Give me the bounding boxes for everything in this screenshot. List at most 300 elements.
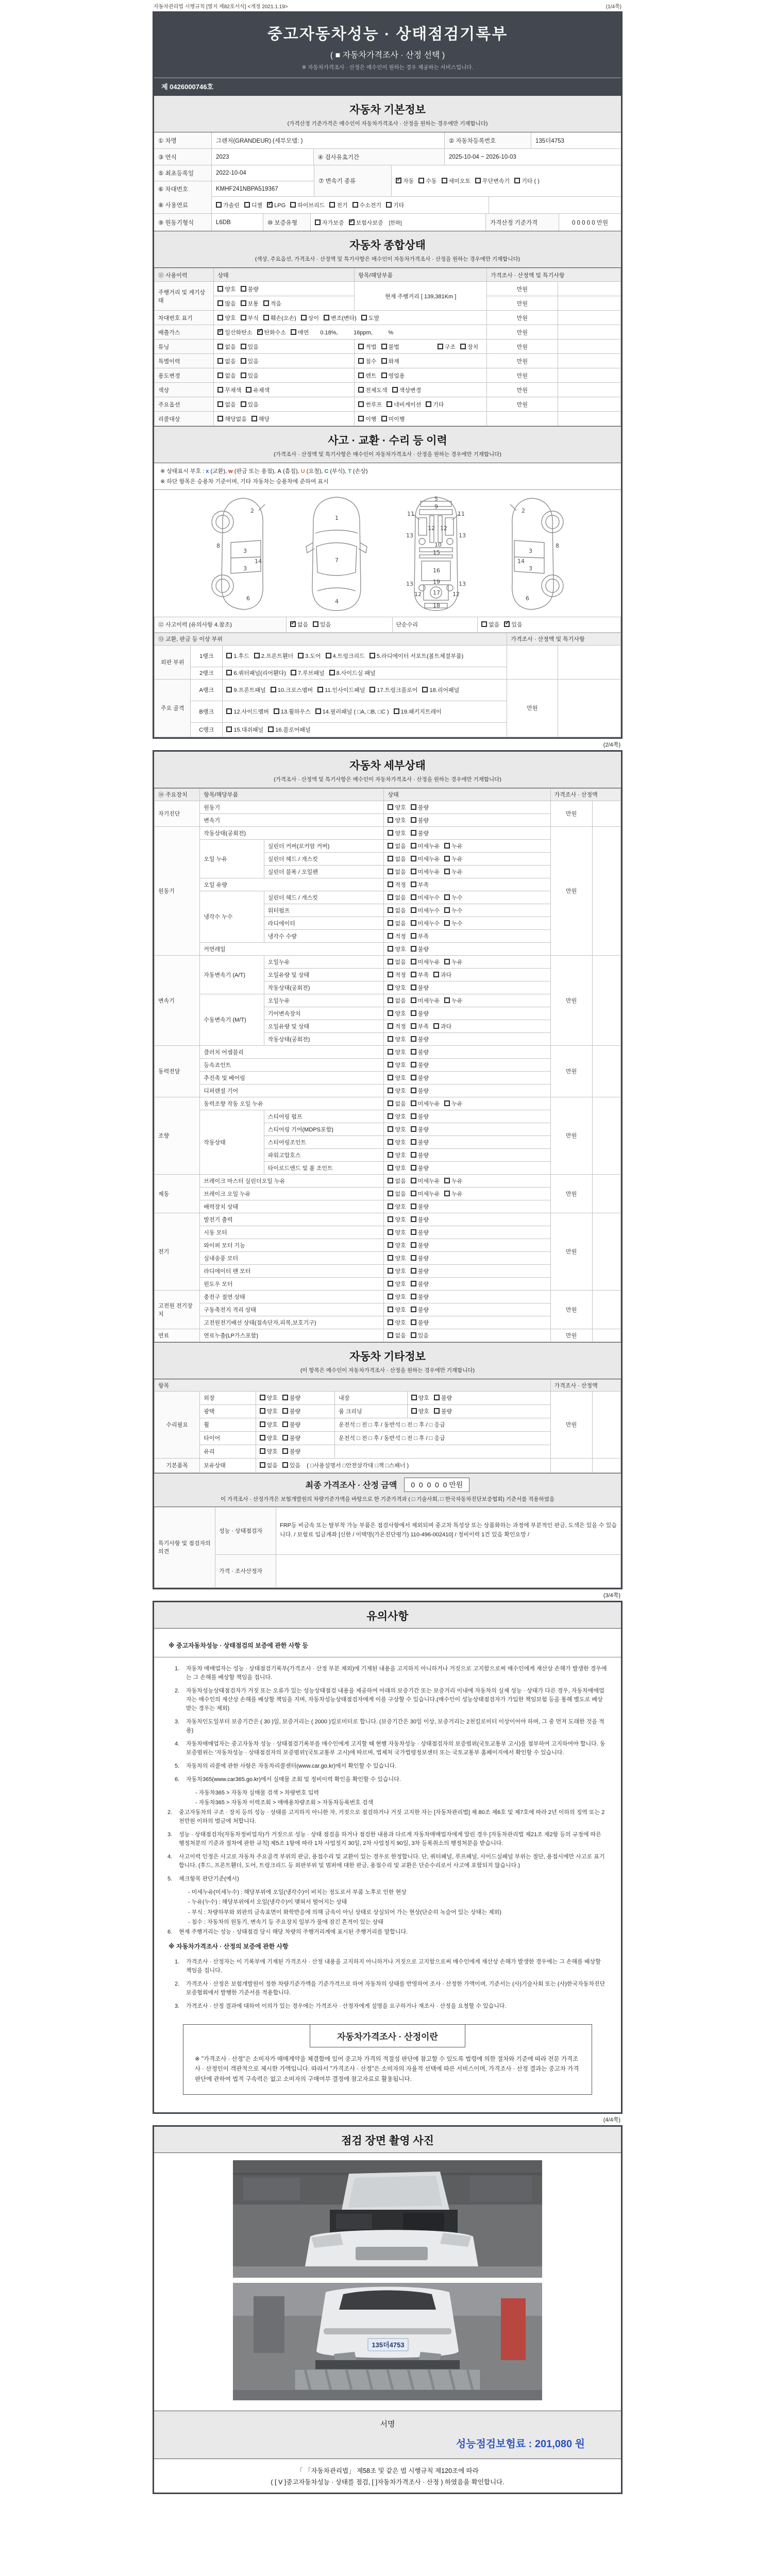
checkbox[interactable] [388, 997, 393, 1003]
checkbox-option[interactable] [386, 201, 404, 209]
checkbox[interactable] [241, 401, 246, 407]
checkbox[interactable] [217, 416, 223, 421]
checkbox[interactable] [411, 1281, 416, 1286]
checkbox-option[interactable] [444, 893, 462, 902]
checkbox[interactable] [282, 1408, 288, 1414]
checkbox-option[interactable] [411, 958, 440, 966]
checkbox[interactable] [388, 1126, 393, 1132]
checkbox-option[interactable] [358, 343, 376, 351]
checkbox[interactable] [411, 1126, 416, 1132]
checkbox[interactable] [411, 972, 416, 977]
checkbox[interactable] [444, 907, 450, 913]
checkbox[interactable] [241, 315, 246, 320]
checkbox[interactable] [444, 856, 450, 861]
checkbox-option[interactable] [358, 400, 382, 409]
checkbox-option[interactable] [411, 1318, 429, 1327]
checkbox[interactable] [241, 372, 246, 378]
checkbox[interactable] [388, 1319, 393, 1325]
checkbox-option[interactable] [271, 686, 313, 694]
checkbox-option[interactable] [226, 652, 249, 660]
checkbox[interactable] [290, 621, 296, 627]
checkbox[interactable] [411, 1113, 416, 1119]
checkbox-option[interactable] [381, 357, 399, 365]
checkbox[interactable] [282, 1395, 288, 1400]
checkbox[interactable] [388, 1294, 393, 1299]
checkbox[interactable] [282, 1421, 288, 1427]
checkbox-option[interactable] [315, 218, 344, 227]
checkbox-option[interactable] [388, 1138, 406, 1146]
checkbox-option[interactable] [411, 1280, 429, 1288]
checkbox-option[interactable] [358, 386, 388, 394]
checkbox-option[interactable] [422, 686, 459, 694]
checkbox-option[interactable] [514, 177, 540, 185]
checkbox-option[interactable] [263, 299, 281, 308]
checkbox-option[interactable] [217, 371, 236, 380]
checkbox[interactable] [434, 1408, 440, 1414]
checkbox-option[interactable] [444, 996, 462, 1005]
checkbox[interactable] [217, 344, 223, 349]
checkbox[interactable] [411, 843, 416, 849]
checkbox[interactable] [388, 1307, 393, 1312]
checkbox[interactable] [411, 856, 416, 861]
checkbox-option[interactable] [388, 1306, 406, 1314]
checkbox-option[interactable] [388, 971, 406, 979]
checkbox[interactable] [411, 1075, 416, 1080]
checkbox-option[interactable] [444, 1190, 462, 1198]
checkbox-option[interactable] [434, 1394, 452, 1402]
checkbox-option[interactable] [388, 868, 406, 876]
checkbox-option[interactable] [411, 880, 429, 889]
checkbox-option[interactable] [217, 343, 236, 351]
checkbox[interactable] [433, 972, 439, 977]
checkbox[interactable] [411, 1165, 416, 1171]
checkbox-option[interactable] [369, 686, 417, 694]
checkbox[interactable] [260, 1462, 265, 1468]
checkbox[interactable] [444, 1191, 450, 1196]
checkbox-option[interactable] [386, 400, 421, 409]
checkbox[interactable] [411, 830, 416, 836]
checkbox[interactable] [254, 653, 260, 658]
checkbox[interactable] [358, 358, 364, 364]
checkbox[interactable] [216, 202, 222, 208]
checkbox[interactable] [388, 1010, 393, 1016]
checkbox[interactable] [388, 1088, 393, 1093]
checkbox[interactable] [411, 1036, 416, 1042]
checkbox-option[interactable] [388, 906, 406, 914]
checkbox-option[interactable] [217, 400, 236, 409]
checkbox[interactable] [388, 1036, 393, 1042]
checkbox-option[interactable] [217, 386, 241, 394]
checkbox-option[interactable] [411, 829, 429, 837]
checkbox[interactable] [444, 920, 450, 926]
checkbox[interactable] [444, 869, 450, 874]
checkbox-option[interactable] [388, 996, 406, 1005]
checkbox-option[interactable] [444, 1177, 462, 1185]
checkbox[interactable] [411, 946, 416, 952]
checkbox-option[interactable] [388, 1009, 406, 1018]
checkbox-option[interactable] [444, 855, 462, 863]
checkbox[interactable] [444, 894, 450, 900]
checkbox-option[interactable] [388, 1125, 406, 1133]
checkbox[interactable] [411, 1204, 416, 1209]
checkbox[interactable] [392, 387, 398, 393]
checkbox[interactable] [257, 329, 263, 335]
checkbox[interactable] [411, 1294, 416, 1299]
checkbox[interactable] [388, 1332, 393, 1338]
checkbox[interactable] [358, 372, 364, 378]
checkbox-option[interactable] [411, 1267, 429, 1275]
checkbox-option[interactable] [411, 1241, 429, 1249]
checkbox-option[interactable] [388, 1293, 406, 1301]
checkbox-option[interactable] [411, 1087, 429, 1095]
checkbox-option[interactable] [313, 620, 331, 629]
checkbox[interactable] [226, 670, 232, 675]
checkbox[interactable] [246, 387, 251, 393]
checkbox-option[interactable] [329, 669, 376, 677]
checkbox-option[interactable] [444, 919, 462, 927]
checkbox-option[interactable] [388, 1074, 406, 1082]
checkbox-option[interactable] [388, 1331, 406, 1340]
checkbox-option[interactable] [241, 357, 259, 365]
checkbox-option[interactable] [388, 1280, 406, 1288]
checkbox[interactable] [369, 687, 375, 692]
checkbox-option[interactable] [241, 314, 259, 322]
checkbox-option[interactable] [369, 652, 463, 660]
checkbox[interactable] [291, 670, 296, 675]
checkbox-option[interactable] [388, 919, 406, 927]
checkbox-option[interactable] [241, 299, 259, 308]
checkbox[interactable] [329, 202, 335, 208]
checkbox[interactable] [504, 621, 510, 627]
checkbox-option[interactable] [411, 1138, 429, 1146]
checkbox-option[interactable] [411, 984, 429, 992]
checkbox-option[interactable] [411, 1009, 429, 1018]
checkbox-option[interactable] [411, 1215, 429, 1224]
checkbox[interactable] [411, 869, 416, 874]
checkbox-option[interactable] [260, 1461, 278, 1469]
checkbox[interactable] [349, 219, 355, 225]
checkbox-option[interactable] [411, 1202, 429, 1211]
checkbox-option[interactable] [388, 1241, 406, 1249]
checkbox[interactable] [411, 1010, 416, 1016]
checkbox-option[interactable] [246, 386, 270, 394]
checkbox[interactable] [217, 315, 223, 320]
checkbox[interactable] [324, 315, 329, 320]
checkbox[interactable] [226, 726, 232, 732]
checkbox[interactable] [282, 1462, 288, 1468]
checkbox[interactable] [388, 869, 393, 874]
checkbox-option[interactable] [434, 1407, 452, 1415]
checkbox-option[interactable] [381, 371, 405, 380]
checkbox[interactable] [217, 358, 223, 364]
checkbox[interactable] [369, 653, 375, 658]
checkbox[interactable] [411, 920, 416, 926]
checkbox-option[interactable] [460, 343, 478, 351]
checkbox-option[interactable] [388, 816, 406, 824]
checkbox[interactable] [411, 1229, 416, 1235]
checkbox[interactable] [388, 1023, 393, 1029]
checkbox[interactable] [411, 1191, 416, 1196]
checkbox-option[interactable] [411, 1099, 440, 1108]
checkbox-option[interactable] [411, 1048, 429, 1056]
checkbox[interactable] [426, 401, 431, 407]
checkbox-option[interactable] [411, 855, 440, 863]
checkbox[interactable] [268, 726, 274, 732]
checkbox-option[interactable] [315, 707, 389, 716]
checkbox-option[interactable] [388, 958, 406, 966]
checkbox[interactable] [326, 653, 331, 658]
checkbox-option[interactable] [388, 1099, 406, 1108]
checkbox-option[interactable] [411, 1074, 429, 1082]
checkbox-option[interactable] [475, 177, 510, 185]
checkbox[interactable] [411, 985, 416, 990]
checkbox[interactable] [352, 202, 358, 208]
checkbox-option[interactable] [388, 1190, 406, 1198]
checkbox-option[interactable] [411, 1228, 429, 1236]
checkbox-option[interactable] [388, 880, 406, 889]
checkbox-option[interactable] [411, 1164, 429, 1172]
checkbox-option[interactable] [411, 1306, 429, 1314]
checkbox-option[interactable] [317, 686, 365, 694]
checkbox[interactable] [388, 817, 393, 823]
checkbox[interactable] [301, 315, 307, 320]
checkbox[interactable] [317, 687, 323, 692]
checkbox-option[interactable] [260, 1407, 278, 1415]
checkbox[interactable] [422, 687, 428, 692]
checkbox-option[interactable] [444, 906, 462, 914]
checkbox-option[interactable] [433, 971, 451, 979]
checkbox-option[interactable] [226, 686, 265, 694]
checkbox[interactable] [358, 387, 364, 393]
checkbox[interactable] [217, 387, 223, 393]
checkbox-option[interactable] [444, 958, 462, 966]
checkbox-option[interactable] [388, 1087, 406, 1095]
checkbox-option[interactable] [267, 202, 285, 209]
checkbox-option[interactable] [388, 1228, 406, 1236]
checkbox[interactable] [411, 1408, 417, 1414]
checkbox[interactable] [411, 1319, 416, 1325]
checkbox[interactable] [411, 1139, 416, 1145]
checkbox-option[interactable] [388, 945, 406, 953]
checkbox[interactable] [433, 1023, 439, 1029]
checkbox[interactable] [388, 1216, 393, 1222]
checkbox[interactable] [388, 1229, 393, 1235]
checkbox-option[interactable] [411, 842, 440, 850]
checkbox[interactable] [290, 202, 296, 208]
checkbox[interactable] [475, 178, 481, 183]
checkbox[interactable] [241, 358, 246, 364]
checkbox[interactable] [411, 1216, 416, 1222]
checkbox[interactable] [260, 1448, 265, 1454]
checkbox-option[interactable] [411, 919, 440, 927]
checkbox-option[interactable] [268, 725, 310, 734]
checkbox-option[interactable] [217, 415, 247, 423]
checkbox[interactable] [358, 401, 364, 407]
checkbox[interactable] [444, 997, 450, 1003]
checkbox-option[interactable] [226, 725, 263, 734]
checkbox-option[interactable] [226, 669, 286, 677]
checkbox[interactable] [381, 344, 387, 349]
checkbox-option[interactable] [388, 984, 406, 992]
checkbox-option[interactable] [411, 1331, 429, 1340]
checkbox[interactable] [388, 1100, 393, 1106]
checkbox-option[interactable] [388, 1177, 406, 1185]
checkbox-option[interactable] [411, 816, 429, 824]
checkbox-option[interactable] [411, 1125, 429, 1133]
checkbox-option[interactable] [260, 1420, 278, 1429]
checkbox-option[interactable] [358, 357, 376, 365]
checkbox-option[interactable] [444, 842, 462, 850]
checkbox-option[interactable] [358, 415, 376, 423]
checkbox-option[interactable] [282, 1407, 300, 1415]
checkbox[interactable] [388, 882, 393, 887]
checkbox[interactable] [217, 286, 223, 292]
checkbox-option[interactable] [274, 707, 311, 716]
checkbox[interactable] [411, 997, 416, 1003]
checkbox-option[interactable] [291, 328, 309, 336]
checkbox-option[interactable] [442, 177, 471, 185]
checkbox-option[interactable] [388, 1215, 406, 1224]
checkbox[interactable] [411, 1255, 416, 1261]
checkbox[interactable] [386, 202, 392, 208]
checkbox-option[interactable] [263, 314, 296, 322]
checkbox-option[interactable] [388, 842, 406, 850]
checkbox-option[interactable] [324, 314, 357, 322]
checkbox-option[interactable] [411, 1061, 429, 1069]
checkbox[interactable] [241, 286, 246, 292]
checkbox[interactable] [388, 933, 393, 939]
checkbox-option[interactable] [411, 868, 440, 876]
checkbox[interactable] [514, 178, 520, 183]
checkbox-option[interactable] [411, 1035, 429, 1043]
checkbox[interactable] [411, 882, 416, 887]
checkbox-option[interactable] [217, 328, 252, 336]
checkbox-option[interactable] [257, 328, 287, 336]
checkbox[interactable] [388, 1242, 393, 1248]
checkbox-option[interactable] [411, 1177, 440, 1185]
checkbox-option[interactable] [381, 343, 399, 351]
checkbox-option[interactable] [217, 314, 236, 322]
checkbox[interactable] [282, 1435, 288, 1440]
checkbox-option[interactable] [411, 1190, 440, 1198]
checkbox[interactable] [388, 1255, 393, 1261]
checkbox-option[interactable] [358, 371, 376, 380]
checkbox[interactable] [381, 416, 387, 421]
checkbox[interactable] [260, 1408, 265, 1414]
checkbox-option[interactable] [381, 415, 405, 423]
checkbox[interactable] [274, 708, 279, 714]
checkbox[interactable] [411, 1100, 416, 1106]
checkbox[interactable] [411, 1395, 417, 1400]
checkbox-option[interactable] [388, 1202, 406, 1211]
checkbox[interactable] [388, 1191, 393, 1196]
checkbox-option[interactable] [244, 201, 262, 209]
checkbox-option[interactable] [411, 1407, 429, 1415]
checkbox-option[interactable] [226, 707, 268, 716]
checkbox-option[interactable] [411, 996, 440, 1005]
checkbox-option[interactable] [388, 855, 406, 863]
checkbox[interactable] [411, 959, 416, 964]
checkbox[interactable] [388, 907, 393, 913]
checkbox-option[interactable] [481, 620, 499, 629]
checkbox[interactable] [263, 300, 269, 306]
checkbox[interactable] [411, 1062, 416, 1067]
checkbox[interactable] [217, 300, 223, 306]
checkbox[interactable] [411, 894, 416, 900]
checkbox-option[interactable] [260, 1394, 278, 1402]
checkbox-option[interactable] [388, 1048, 406, 1056]
checkbox[interactable] [217, 329, 223, 335]
checkbox[interactable] [388, 1113, 393, 1119]
checkbox[interactable] [271, 687, 276, 692]
checkbox[interactable] [388, 1165, 393, 1171]
checkbox[interactable] [444, 1100, 450, 1106]
checkbox-option[interactable] [282, 1447, 300, 1455]
checkbox-option[interactable] [394, 707, 442, 716]
checkbox[interactable] [282, 1448, 288, 1454]
checkbox[interactable] [361, 315, 367, 320]
checkbox-option[interactable] [388, 829, 406, 837]
checkbox-option[interactable] [352, 201, 382, 209]
checkbox[interactable] [329, 670, 335, 675]
checkbox-option[interactable] [411, 945, 429, 953]
checkbox[interactable] [226, 687, 232, 692]
checkbox-option[interactable] [216, 201, 240, 209]
checkbox[interactable] [244, 202, 250, 208]
checkbox[interactable] [411, 1023, 416, 1029]
checkbox[interactable] [411, 1332, 416, 1338]
checkbox[interactable] [241, 300, 246, 306]
checkbox-option[interactable] [411, 1293, 429, 1301]
checkbox-option[interactable] [251, 415, 270, 423]
checkbox[interactable] [251, 416, 257, 421]
checkbox[interactable] [444, 843, 450, 849]
checkbox[interactable] [394, 708, 399, 714]
checkbox-option[interactable] [326, 652, 365, 660]
checkbox-option[interactable] [444, 868, 462, 876]
checkbox-option[interactable] [260, 1447, 278, 1455]
checkbox-option[interactable] [388, 1318, 406, 1327]
checkbox[interactable] [444, 959, 450, 964]
checkbox-option[interactable] [282, 1394, 300, 1402]
checkbox-option[interactable] [329, 201, 347, 209]
checkbox[interactable] [411, 1268, 416, 1274]
checkbox-option[interactable] [388, 1112, 406, 1121]
checkbox-option[interactable] [282, 1434, 300, 1442]
checkbox-option[interactable] [388, 1267, 406, 1275]
checkbox[interactable] [442, 178, 447, 183]
checkbox-option[interactable] [388, 1254, 406, 1262]
checkbox[interactable] [388, 830, 393, 836]
checkbox-option[interactable] [411, 1394, 429, 1402]
checkbox[interactable] [313, 621, 318, 627]
checkbox[interactable] [388, 1049, 393, 1055]
checkbox[interactable] [267, 202, 273, 208]
checkbox[interactable] [381, 372, 387, 378]
checkbox[interactable] [411, 1152, 416, 1158]
checkbox[interactable] [396, 178, 401, 183]
checkbox-option[interactable] [438, 343, 456, 351]
checkbox[interactable] [388, 1268, 393, 1274]
checkbox[interactable] [388, 946, 393, 952]
checkbox[interactable] [386, 401, 392, 407]
checkbox[interactable] [298, 653, 304, 658]
checkbox[interactable] [411, 1088, 416, 1093]
checkbox[interactable] [217, 401, 223, 407]
checkbox[interactable] [226, 653, 232, 658]
checkbox[interactable] [388, 1062, 393, 1067]
checkbox-option[interactable] [260, 1434, 278, 1442]
